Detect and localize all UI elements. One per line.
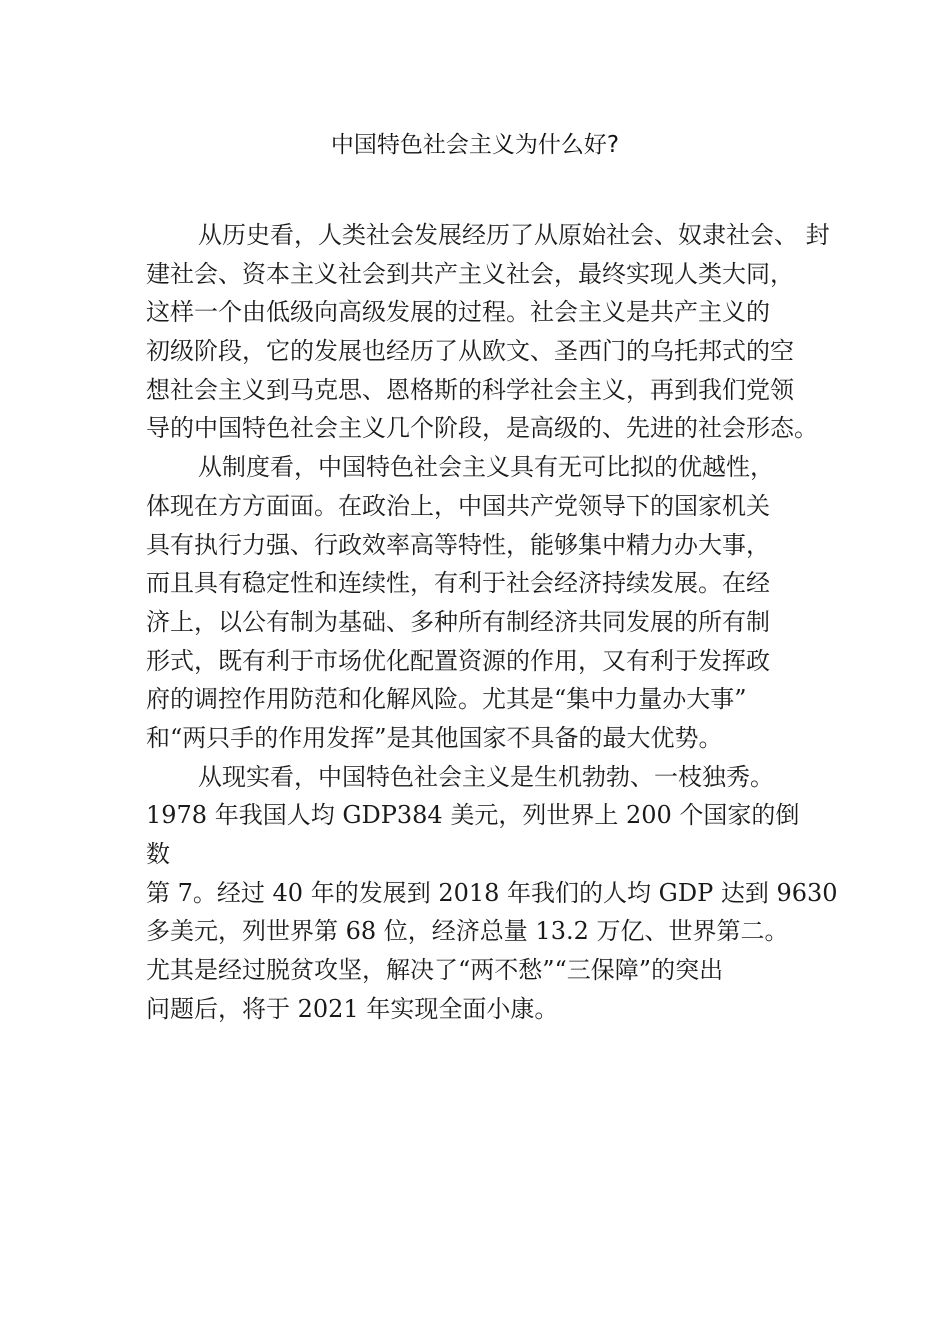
document-title: 中国特色社会主义为什么好?	[330, 132, 620, 158]
paragraph-line: 府的调控作用防范和化解风险。尤其是“集中力量办大事”	[146, 685, 747, 714]
paragraph-line: 从历史看，人类社会发展经历了从原始社会、奴隶社会、 封	[198, 221, 830, 249]
paragraph-line: 这样一个由低级向高级发展的过程。社会主义是共产主义的	[146, 298, 770, 327]
paragraph-line: 多美元，列世界第 68 位，经济总量 13.2 万亿、世界第二。	[146, 917, 789, 946]
paragraph-line: 想社会主义到马克思、恩格斯的科学社会主义，再到我们党领	[146, 375, 794, 404]
paragraph-line: 具有执行力强、行政效率高等特性，能够集中精力办大事，	[146, 530, 770, 559]
paragraph-line: 1978 年我国人均 GDP384 美元，列世界上 200 个国家的倒	[146, 801, 800, 830]
paragraph-line: 济上，以公有制为基础、多种所有制经济共同发展的所有制	[146, 607, 770, 636]
paragraph-line: 导的中国特色社会主义几个阶段，是高级的、先进的社会形态。	[146, 414, 818, 443]
paragraph-line: 从制度看，中国特色社会主义具有无可比拟的优越性，	[198, 453, 774, 482]
paragraph-line: 尤其是经过脱贫攻坚，解决了“两不愁”“三保障”的突出	[146, 956, 724, 985]
paragraph-line: 形式，既有利于市场优化配置资源的作用，又有利于发挥政	[146, 646, 770, 675]
paragraph-line: 初级阶段，它的发展也经历了从欧文、圣西门的乌托邦式的空	[146, 337, 794, 366]
paragraph-line: 而且具有稳定性和连续性，有利于社会经济持续发展。在经	[146, 569, 770, 598]
paragraph-line: 体现在方方面面。在政治上，中国共产党领导下的国家机关	[146, 491, 770, 520]
paragraph-line: 和“两只手的作用发挥”是其他国家不具备的最大优势。	[146, 723, 723, 752]
paragraph-line: 第 7。经过 40 年的发展到 2018 年我们的人均 GDP 达到 9630	[146, 878, 838, 907]
document-body	[146, 216, 846, 1028]
paragraph-line: 数	[146, 840, 170, 868]
paragraph-line: 建社会、资本主义社会到共产主义社会，最终实现人类大同，	[146, 259, 794, 288]
paragraph-line: 问题后，将于 2021 年实现全面小康。	[146, 994, 559, 1023]
paragraph-line: 从现实看，中国特色社会主义是生机勃勃、一枝独秀。	[198, 762, 774, 791]
